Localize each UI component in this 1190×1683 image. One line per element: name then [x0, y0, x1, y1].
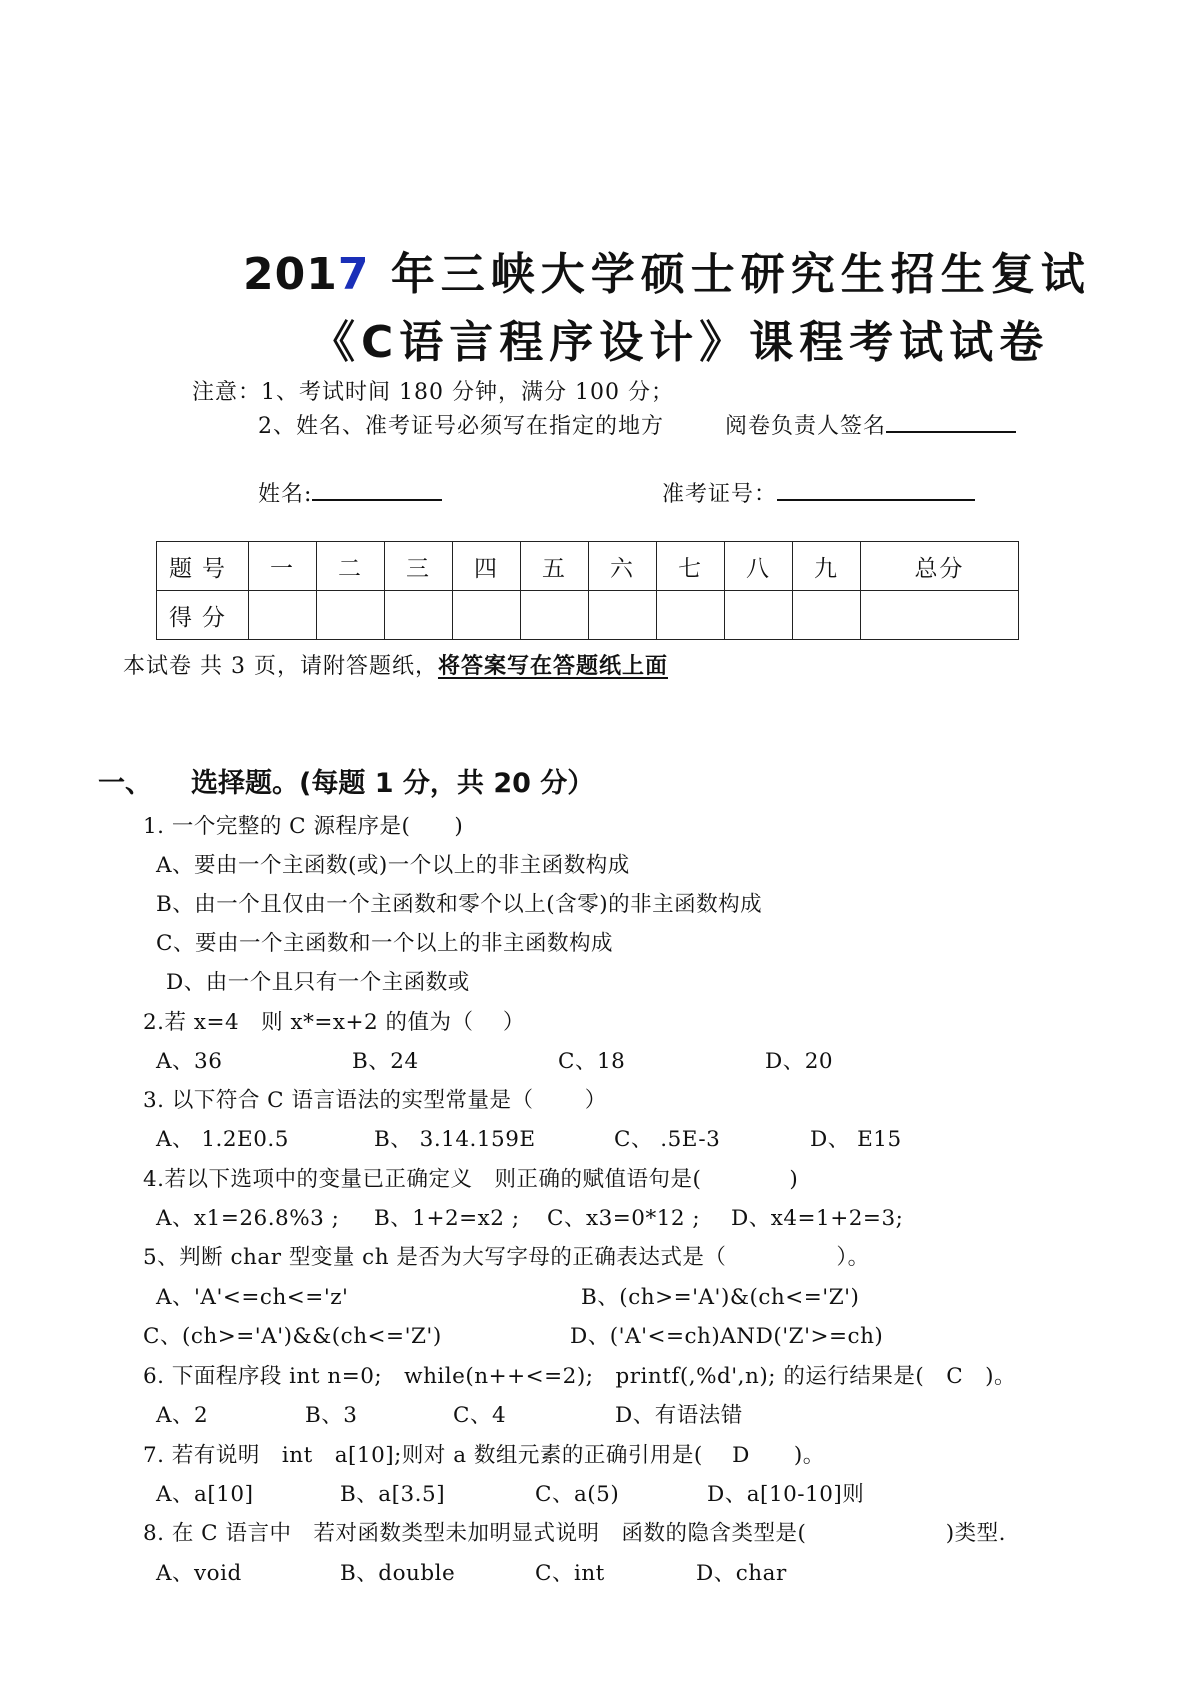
score-table-score-row — [157, 591, 1019, 640]
question-7-option-b: B、a[3.5] — [340, 1482, 446, 1507]
score-cell-8[interactable] — [725, 591, 793, 640]
question-1-stem: 1. 一个完整的 C 源程序是( ) — [143, 814, 464, 839]
name-input-line[interactable] — [312, 477, 442, 501]
exam-id-input-line[interactable] — [777, 477, 975, 501]
question-7-option-d: D、a[10-10]则 — [707, 1482, 865, 1507]
question-6-stem: 6. 下面程序段 int n=0; while(n++<=2); printf(,%d',n); 的运行结果是( C )。 — [143, 1364, 1017, 1389]
question-4-stem: 4.若以下选项中的变量已正确定义 则正确的赋值语句是( ) — [143, 1167, 799, 1192]
question-5-option-c: C、(ch>='A')&&(ch<='Z') — [143, 1324, 442, 1349]
question-8-option-c: C、int — [535, 1561, 605, 1586]
question-1-option-d: D、由一个且只有一个主函数或 — [166, 970, 470, 995]
grader-signature — [725, 409, 1016, 440]
section-number: 一、 — [98, 768, 152, 799]
question-8-stem: 8. 在 C 语言中 若对函数类型未加明显式说明 函数的隐含类型是( )类型. — [143, 1521, 1006, 1546]
page-instructions — [123, 649, 668, 680]
score-cell-total[interactable] — [861, 591, 1019, 640]
question-4-option-d: D、x4=1+2=3; — [731, 1206, 904, 1231]
question-7-stem: 7. 若有说明 int a[10];则对 a 数组元素的正确引用是( D )。 — [143, 1443, 825, 1468]
column-5: 五 — [521, 542, 589, 591]
question-8-option-b: B、double — [340, 1561, 456, 1586]
question-8-option-d: D、char — [696, 1561, 787, 1586]
question-2-stem: 2.若 x=4 则 x*=x+2 的值为（ ） — [143, 1010, 525, 1035]
question-1-option-c: C、要由一个主函数和一个以上的非主函数构成 — [156, 931, 613, 956]
question-2-option-c: C、18 — [558, 1049, 626, 1074]
name-field — [258, 477, 442, 508]
exam-id-field — [662, 477, 975, 508]
score-label: 得分 — [157, 591, 249, 640]
score-cell-9[interactable] — [793, 591, 861, 640]
question-4-option-a: A、x1=26.8%3 ; — [156, 1206, 340, 1231]
question-5-option-a: A、'A'<=ch<='z' — [156, 1285, 349, 1310]
question-4-option-c: C、x3=0*12 ; — [547, 1206, 701, 1231]
instructions-text: 本试卷 共 3 页，请附答题纸， — [123, 654, 438, 679]
question-2-option-b: B、24 — [352, 1049, 419, 1074]
score-cell-7[interactable] — [657, 591, 725, 640]
exam-subtitle: 《C语言程序设计》课程考试试卷 — [311, 317, 1050, 368]
question-6-option-d: D、有语法错 — [615, 1403, 743, 1428]
question-3-option-b: B、 3.14.159E — [374, 1127, 536, 1152]
question-7-option-a: A、a[10] — [156, 1482, 254, 1507]
question-5-stem: 5、判断 char 型变量 ch 是否为大写字母的正确表达式是（ ）。 — [143, 1245, 870, 1270]
score-cell-6[interactable] — [589, 591, 657, 640]
column-2: 二 — [317, 542, 385, 591]
question-5-option-d: D、('A'<=ch)AND('Z'>=ch) — [570, 1324, 884, 1349]
title-year-digit: 7 — [337, 249, 370, 300]
score-cell-5[interactable] — [521, 591, 589, 640]
score-table-header-row — [157, 542, 1019, 591]
question-3-option-a: A、 1.2E0.5 — [156, 1127, 289, 1152]
question-8-option-a: A、void — [156, 1561, 242, 1586]
score-cell-1[interactable] — [249, 591, 317, 640]
section-title: 选择题。(每题 1 分，共 20 分） — [191, 768, 595, 799]
column-6: 六 — [589, 542, 657, 591]
question-3-option-c: C、 .5E-3 — [614, 1127, 721, 1152]
question-number-label: 题号 — [157, 542, 249, 591]
question-4-option-b: B、1+2=x2 ; — [374, 1206, 520, 1231]
name-label: 姓名: — [258, 482, 313, 507]
exam-title — [243, 238, 1091, 302]
score-table — [156, 541, 1019, 640]
question-1-option-b: B、由一个且仅由一个主函数和零个以上(含零)的非主函数构成 — [156, 892, 763, 917]
title-year-part: 201 — [243, 249, 338, 300]
question-3-stem: 3. 以下符合 C 语言语法的实型常量是（ ） — [143, 1088, 607, 1113]
column-total: 总分 — [861, 542, 1019, 591]
column-7: 七 — [657, 542, 725, 591]
question-5-option-b: B、(ch>='A')&(ch<='Z') — [581, 1285, 860, 1310]
grader-signature-line[interactable] — [886, 409, 1016, 433]
title-text: 年三峡大学硕士研究生招生复试 — [390, 249, 1091, 300]
column-4: 四 — [453, 542, 521, 591]
question-3-option-d: D、 E15 — [810, 1127, 902, 1152]
column-8: 八 — [725, 542, 793, 591]
question-2-option-d: D、20 — [765, 1049, 834, 1074]
score-cell-3[interactable] — [385, 591, 453, 640]
question-2-option-a: A、36 — [156, 1049, 223, 1074]
score-cell-4[interactable] — [453, 591, 521, 640]
column-3: 三 — [385, 542, 453, 591]
notice-line-2: 2、姓名、准考证号必须写在指定的地方 — [258, 414, 664, 439]
question-7-option-c: C、a(5) — [535, 1482, 620, 1507]
question-6-option-c: C、4 — [453, 1403, 507, 1428]
question-6-option-a: A、2 — [156, 1403, 209, 1428]
instructions-emphasis: 将答案写在答题纸上面 — [437, 653, 668, 679]
exam-id-label: 准考证号： — [662, 482, 778, 507]
grader-label: 阅卷负责人签名 — [725, 414, 887, 439]
question-6-option-b: B、3 — [305, 1403, 358, 1428]
column-1: 一 — [249, 542, 317, 591]
column-9: 九 — [793, 542, 861, 591]
question-1-option-a: A、要由一个主函数(或)一个以上的非主函数构成 — [156, 853, 630, 878]
notice-line-1: 注意：1、考试时间 180 分钟，满分 100 分； — [192, 380, 674, 405]
score-cell-2[interactable] — [317, 591, 385, 640]
